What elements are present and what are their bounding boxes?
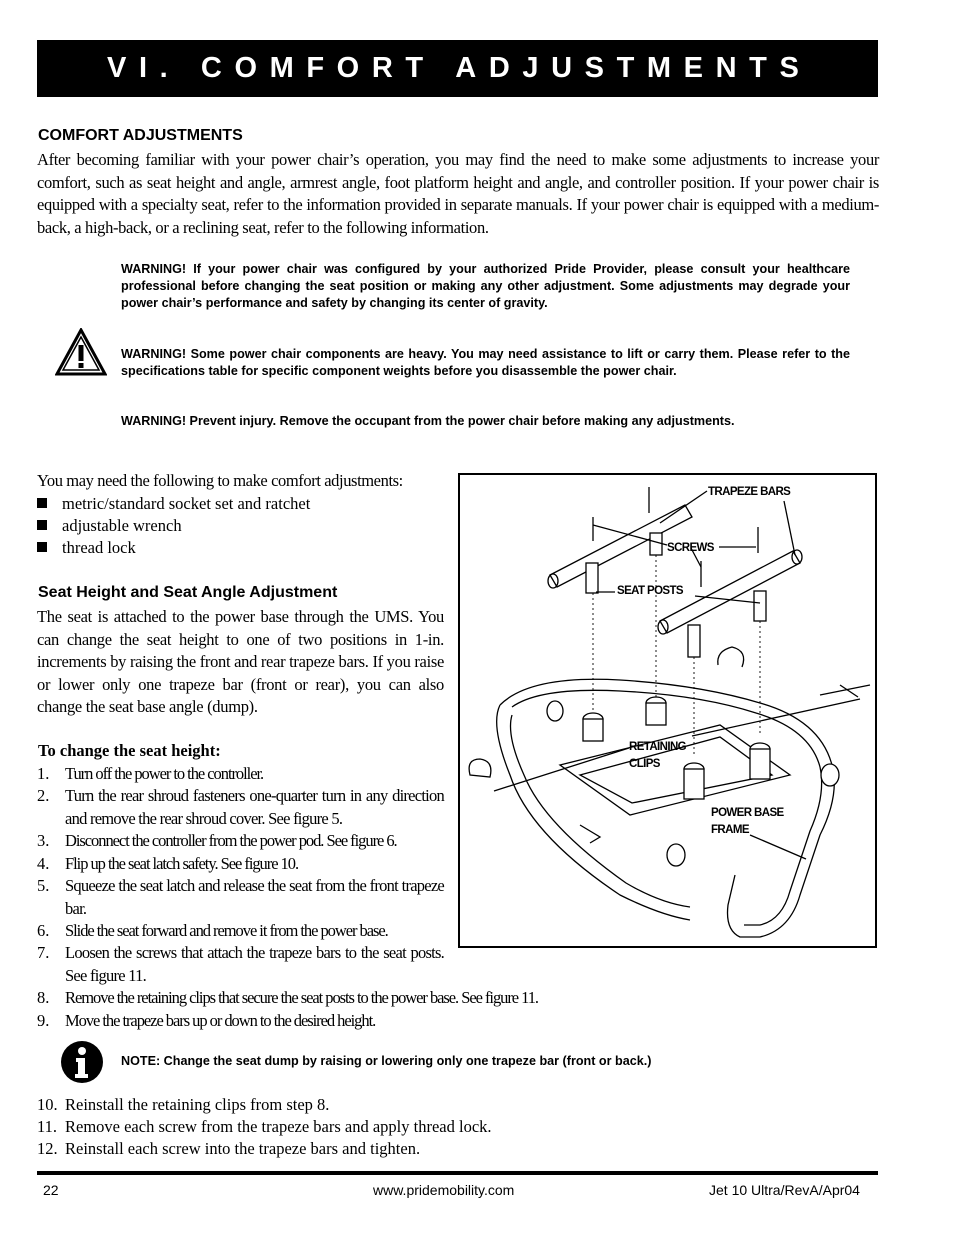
warning-configured: WARNING! If your power chair was configured by your authorized Pride Provider, please consult your healthcare professional before changing the seat position or making any other adjustment. Some adjustments may degrade your power chair’s performance and safety by changing its center of gravity. [121,262,850,310]
tool-item: metric/standard socket set and ratchet [37,494,310,514]
footer-doc-id: Jet 10 Ultra/RevA/Apr04 [709,1182,860,1198]
step-item: 1. Turn off the power to the controller. [37,764,264,783]
step-item: 2. Turn the rear shroud fasteners one-quarter turn in any direction and remove the rear shroud cover. See figure 5. [37,786,444,828]
page-number: 22 [43,1182,59,1198]
bullet-square-icon [37,520,47,530]
label-trapeze-bars: TRAPEZE BARS [708,486,791,498]
footer-rule [37,1171,878,1175]
label-retaining-clips: RETAINING [629,741,686,753]
step-item: 7. Loosen the screws that attach the trapeze bars to the seat posts. See figure 11. [37,943,444,985]
step-item: 11. Remove each screw from the trapeze bars and apply thread lock. [37,1117,492,1136]
comfort-intro: After becoming familiar with your power chair’s operation, you may find the need to make some adjustments to increase your comfort, such as seat height and angle, armrest angle, foot platform height and angle, and controller position. If your power chair is equipped with a specialty seat, refer to the information provided in separate manuals. If your power chair is equipped with a medium-back, a high-back, or a reclining seat, refer to the following information. [37,150,879,237]
seat-height-subheading: To change the seat height: [38,741,221,760]
bullet-square-icon [37,498,47,508]
step-item: 8. Remove the retaining clips that secure the seat posts to the power base. See figure 11. [37,988,538,1007]
step-item: 4. Flip up the seat latch safety. See figure 10. [37,854,299,873]
label-screws: SCREWS [667,542,714,554]
warning-heavy-components: WARNING! Some power chair components are heavy. You may need assistance to lift or carry them. Please refer to the specifications table for specific component weights before you disassemble the power chair. [121,347,850,378]
step-item: 9. Move the trapeze bars up or down to the desired height. [37,1011,376,1030]
seat-adjustment-paragraph: The seat is attached to the power base through the UMS. You can change the seat height to one of two positions in 1-in. increments by raising the front and rear trapeze bars. If you raise or lower only one trapeze bar (front or rear), you can also change the seat base angle (dump). [37,607,444,716]
comfort-heading: COMFORT ADJUSTMENTS [38,127,243,144]
label-power-base-frame: FRAME [711,824,749,836]
bullet-square-icon [37,542,47,552]
step-item: 10. Reinstall the retaining clips from step 8. [37,1095,330,1114]
info-icon [60,1040,104,1084]
step-item: 12. Reinstall each screw into the trapeze bars and tighten. [37,1139,421,1158]
section-banner: VI. COMFORT ADJUSTMENTS [37,40,878,97]
warning-triangle-icon [55,328,107,378]
label-retaining-clips: CLIPS [629,758,660,770]
label-power-base-frame: POWER BASE [711,807,784,819]
seat-adjustment-heading: Seat Height and Seat Angle Adjustment [38,584,338,601]
footer-website: www.pridemobility.com [373,1182,515,1198]
tool-item: adjustable wrench [37,516,182,536]
seat-assembly-figure [458,473,877,948]
label-seat-posts: SEAT POSTS [617,585,683,597]
step-item: 6. Slide the seat forward and remove it from the power base. [37,921,388,940]
note-text: NOTE: Change the seat dump by raising or lowering only one trapeze bar (front or back.) [121,1054,652,1068]
tools-intro: You may need the following to make comfort adjustments: [37,471,403,490]
warning-remove-occupant: WARNING! Prevent injury. Remove the occupant from the power chair before making any adjustments. [121,414,735,428]
step-item: 5. Squeeze the seat latch and release the seat from the front trapeze bar. [37,876,444,918]
tool-item: thread lock [37,538,136,558]
step-item: 3. Disconnect the controller from the power pod. See figure 6. [37,831,397,850]
